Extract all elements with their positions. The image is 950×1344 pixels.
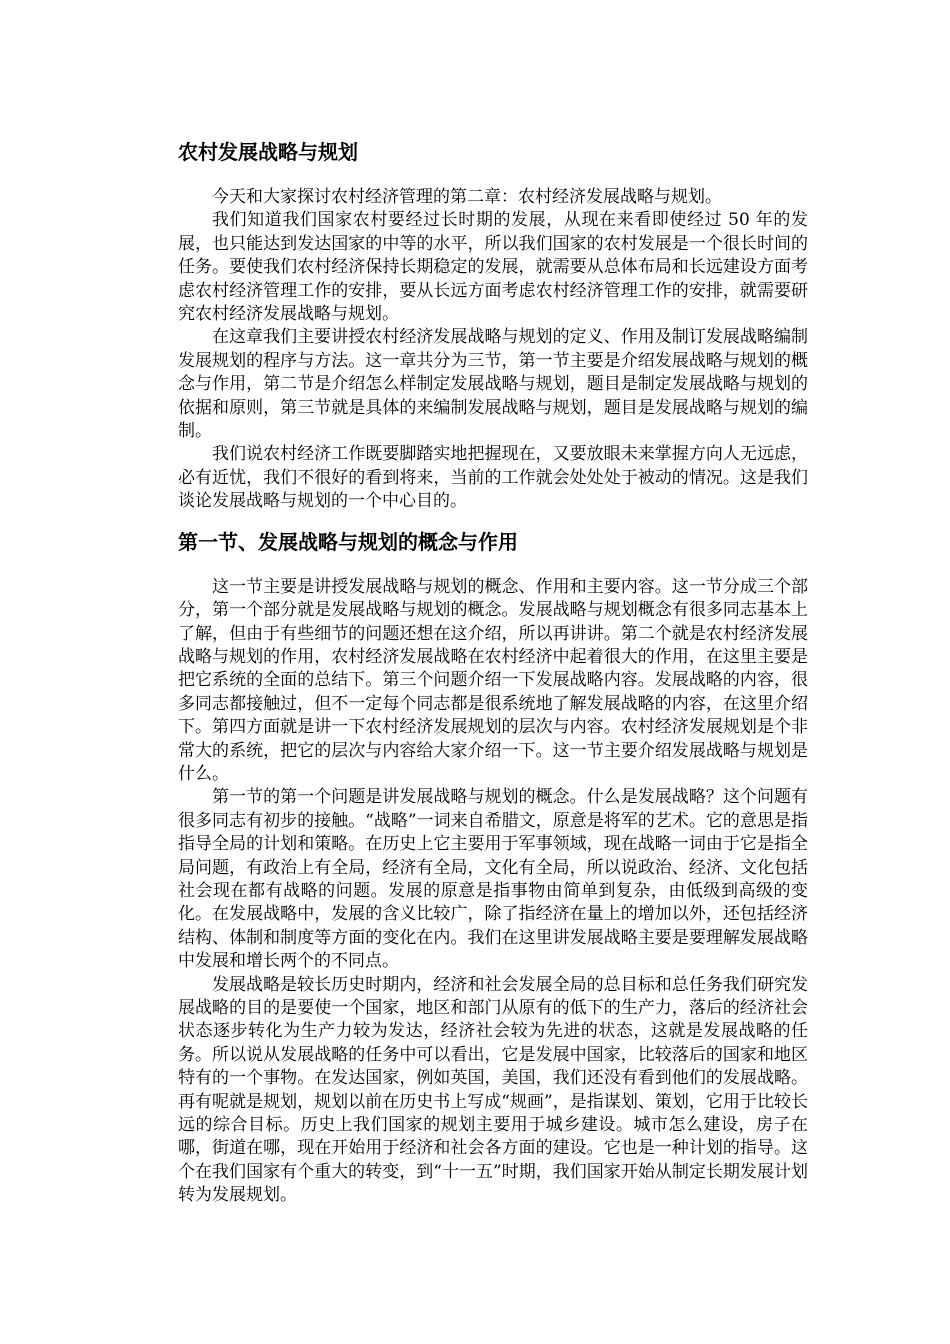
section-title: 第一节、发展战略与规划的概念与作用 [178, 529, 518, 554]
section-paragraph: 第一节的第一个问题是讲发展战略与规划的概念。什么是发展战略？这个问题有很多同志有初步的接触。“战略”一词来自希腊文，原意是将军的艺术。它的意思是指指导全局的计划和策略。在历史上它主要用于军事领域，现在战略一词由于它是指全局问题，有政治上有全局，经济有全局，文化有全局，所以说政治、经济、文化包括社会现在都有战略的问题。发展的原意是指事物由简单到复杂，由低级到高级的变化。在发展战略中，发展的含义比较广，除了指经济在量上的增加以外，还包括经济结构、体制和制度等方面的变化在内。我们在这里讲发展战略主要是要理解发展战略中发展和增长两个的不同点。 [178, 787, 808, 972]
document-title: 农村发展战略与规划 [178, 140, 358, 164]
document-page [178, 138, 808, 1208]
intro-paragraph: 我们知道我们国家农村要经过长时期的发展，从现在来看即使经过 50 年的发展，也只能达到发达国家的中等的水平，所以我们国家的农村发展是一个很长时间的任务。要使我们农村经济保持长期稳定的发展，就需要从总体布局和长远建设方面考虑农村经济管理工作的安排，要从长远方面考虑农村经济管理工作的安排，就需要研究农村经济发展战略与规划。 [178, 210, 808, 325]
section-paragraph: 这一节主要是讲授发展战略与规划的概念、作用和主要内容。这一节分成三个部分，第一个部分就是发展战略与规划的概念。发展战略与规划概念有很多同志基本上了解，但由于有些细节的问题还想在这介绍，所以再讲讲。第二个就是农村经济发展战略与规划的作用，农村经济发展战略在农村经济中起着很大的作用，在这里主要是把它系统的全面的总结下。第三个问题介绍一下发展战略内容。发展战略的内容，很多同志都接触过，但不一定每个同志都是很系统地了解发展战略的内容，在这里介绍下。第四方面就是讲一下农村经济发展规划的层次与内容。农村经济发展规划是个非常大的系统，把它的层次与内容给大家介绍一下。这一节主要介绍发展战略与规划是什么。 [178, 576, 808, 784]
intro-paragraph: 在这章我们主要讲授农村经济发展战略与规划的定义、作用及制订发展战略编制发展规划的程序与方法。这一章共分为三节，第一节主要是介绍发展战略与规划的概念与作用，第二节是介绍怎么样制定发展战略与规划，题目是制定发展战略与规划的依据和原则，第三节就是具体的来编制发展战略与规划，题目是发展战略与规划的编制。 [178, 327, 808, 442]
intro-paragraph: 我们说农村经济工作既要脚踏实地把握现在，又要放眼未来掌握方向人无远虑，必有近忧，我们不很好的看到将来，当前的工作就会处处处于被动的情况。这是我们谈论发展战略与规划的一个中心目的。 [178, 444, 808, 512]
section-paragraph: 发展战略是较长历史时期内，经济和社会发展全局的总目标和总任务我们研究发展战略的目的是要使一个国家，地区和部门从原有的低下的生产力，落后的经济社会状态逐步转化为生产力较为发达，经济社会较为先进的状态，这就是发展战略的任务。所以说从发展战略的任务中可以看出，它是发展中国家，比较落后的国家和地区特有的一个事物。在发达国家，例如英国，美国，我们还没有看到他们的发展战略。再有呢就是规划，规划以前在历史书上写成“规画”，是指谋划、策划，它用于比较长远的综合目标。历史上我们国家的规划主要用于城乡建设。城市怎么建设，房子在哪，街道在哪，现在开始用于经济和社会各方面的建设。它也是一种计划的指导。这个在我们国家有个重大的转变，到“十一五”时期，我们国家开始从制定长期发展计划转为发展规划。 [178, 974, 808, 1206]
intro-paragraph: 今天和大家探讨农村经济管理的第二章：农村经济发展战略与规划。 [212, 187, 722, 207]
